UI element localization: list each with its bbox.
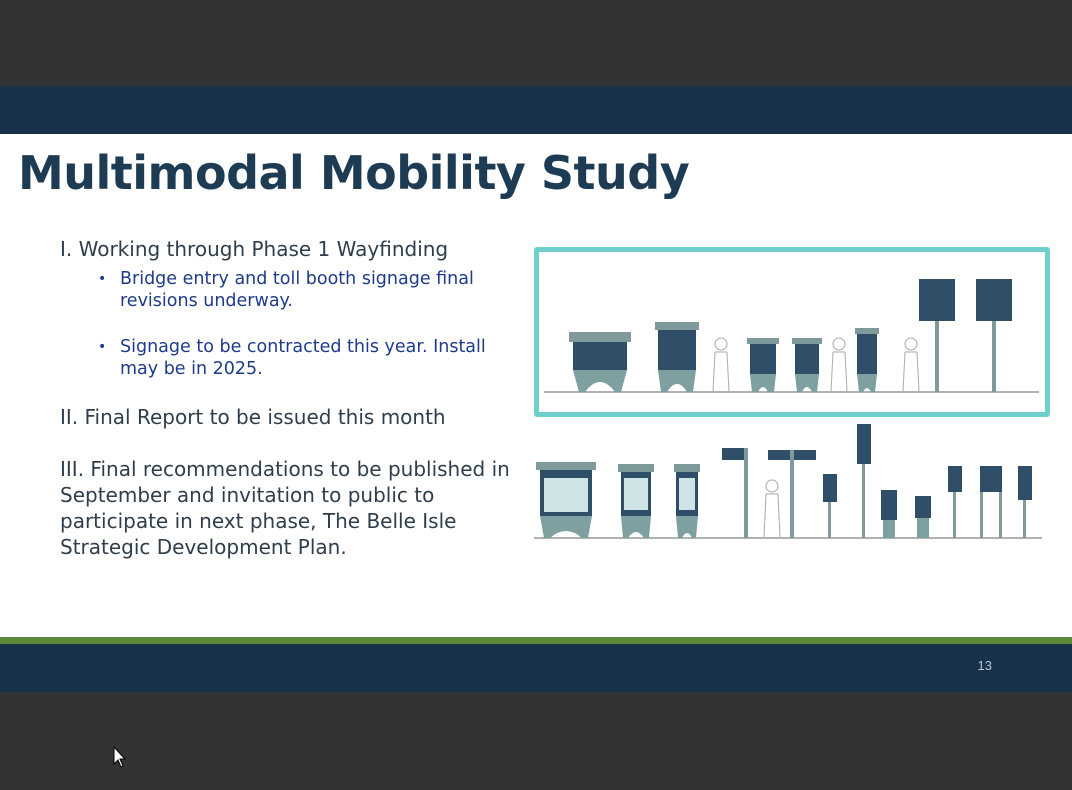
fingerpost-sign-icon	[722, 448, 748, 538]
pole-sign-icon	[976, 279, 1012, 392]
pole-sign-icon	[823, 474, 837, 538]
parking-sign-icon	[1018, 466, 1032, 538]
pole-sign-icon	[857, 424, 871, 538]
person-silhouette-icon	[903, 338, 919, 392]
section-heading-2: II. Final Report to be issued this month	[60, 405, 446, 429]
bullet-item: • Signage to be contracted this year. Install may be in 2025.	[98, 336, 520, 380]
slide-header-band	[0, 86, 1072, 134]
small-sign-icon	[881, 490, 897, 538]
signage-drawing-bottom	[532, 416, 1046, 556]
signage-drawing-top	[539, 252, 1045, 412]
bullet-item: • Bridge entry and toll booth signage final revisions underway.	[98, 268, 520, 312]
person-silhouette-icon	[764, 480, 780, 538]
small-sign-icon	[915, 496, 931, 538]
section-heading-1: I. Working through Phase 1 Wayfinding	[60, 237, 449, 261]
map-kiosk-icon	[674, 464, 700, 538]
person-silhouette-icon	[831, 338, 847, 392]
map-kiosk-icon	[618, 464, 654, 538]
parking-sign-icon	[980, 466, 1002, 538]
section-heading-3: III. Final recommendations to be published in September and invitation to public to participate in next phase, The Belle Isle Strategic Development Plan.	[60, 457, 510, 559]
person-silhouette-icon	[713, 338, 729, 392]
slide-title: Multimodal Mobility Study	[18, 146, 690, 200]
pole-sign-icon	[919, 279, 955, 392]
arched-sign-icon	[569, 332, 631, 392]
small-sign-icon	[747, 338, 779, 392]
map-kiosk-icon	[536, 462, 596, 538]
small-sign-icon	[855, 328, 879, 392]
slide-page-number: 13	[977, 658, 992, 673]
small-sign-icon	[792, 338, 822, 392]
presentation-slide	[0, 86, 1072, 692]
arched-sign-icon	[655, 322, 699, 392]
signage-image-top	[534, 247, 1050, 417]
slide-accent-band	[0, 637, 1072, 644]
slide-footer-band	[0, 644, 1072, 692]
bullet-list	[98, 268, 520, 380]
slide-body-text	[60, 236, 520, 560]
parking-sign-icon	[948, 466, 962, 538]
arrow-cursor-icon	[113, 746, 127, 773]
signage-image-bottom	[532, 416, 1046, 556]
